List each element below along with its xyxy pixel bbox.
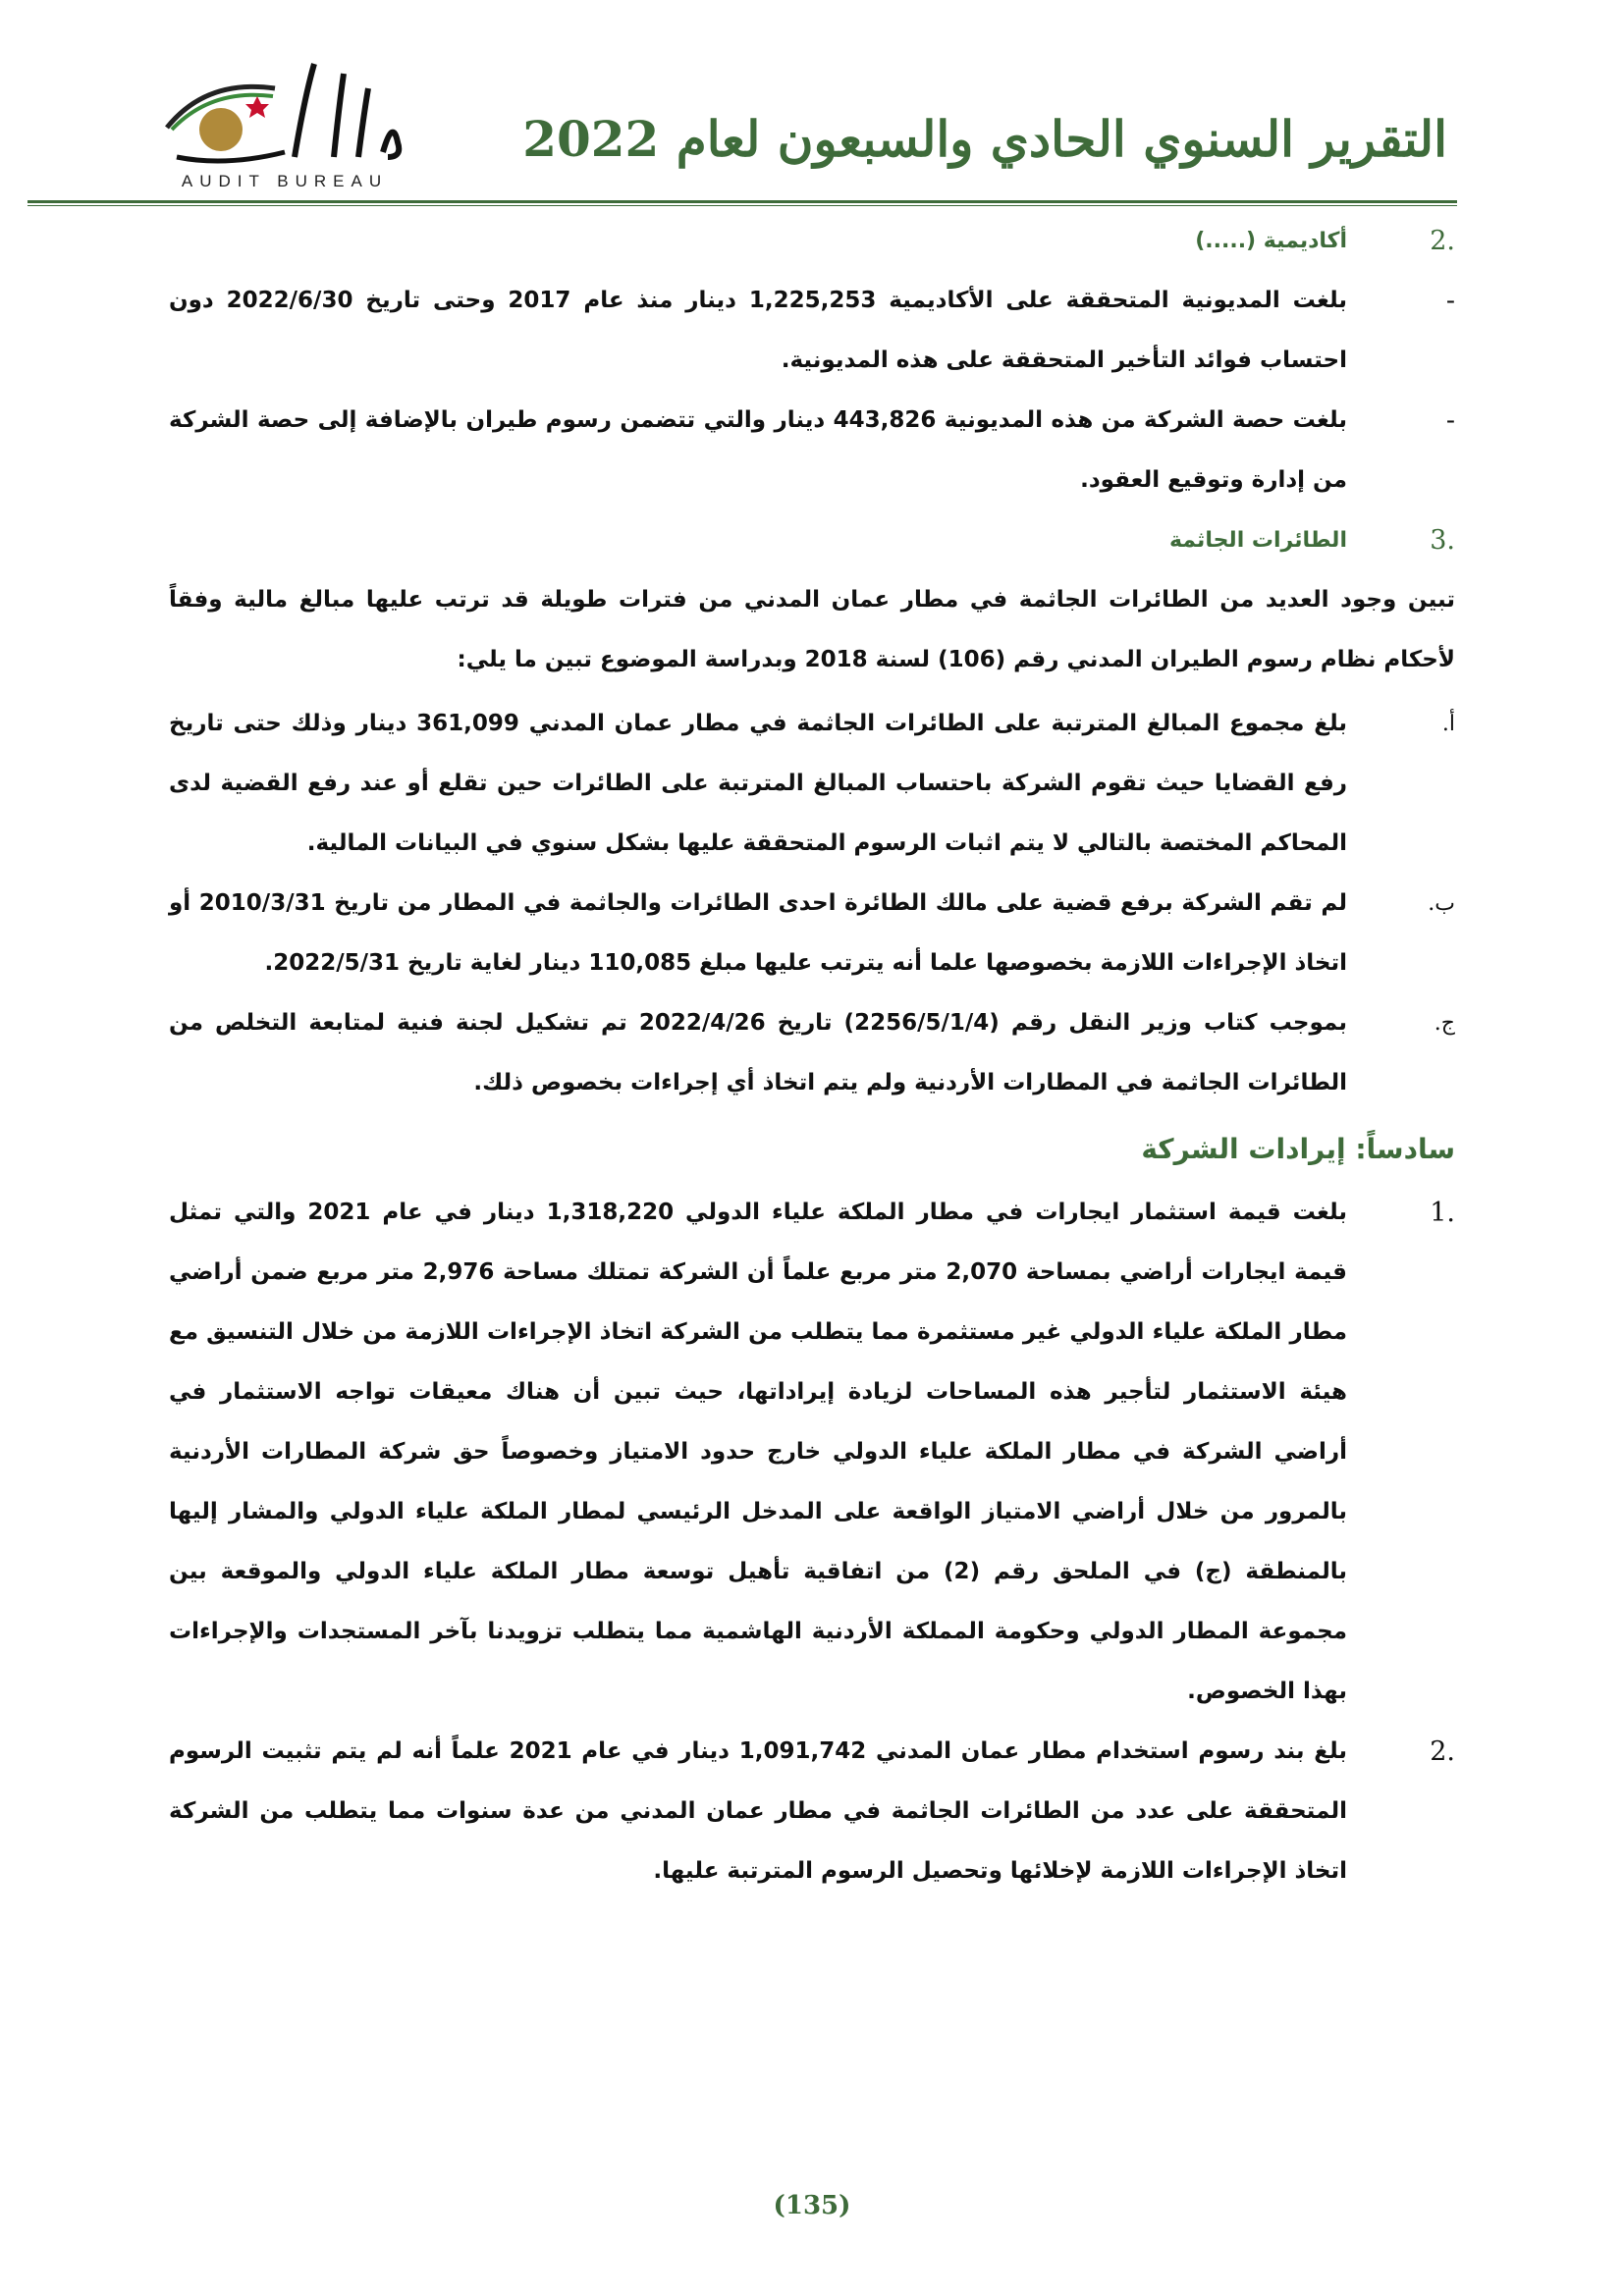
logo-emblem-icon — [147, 59, 422, 167]
item-letter: ج. — [1434, 1011, 1455, 1036]
section-title: الطائرات الجاثمة — [1168, 528, 1347, 553]
section-6-heading: سادساً: إيرادات الشركة — [1141, 1133, 1455, 1165]
bullet-text: بلغت حصة الشركة من هذه المديونية 443,826 دينار والتي تتضمن رسوم طيران بالإضافة إلى حصة الشركة من إدارة وتوقيع العقود. — [169, 407, 1347, 493]
item-number: .2 — [1430, 1736, 1455, 1767]
section-number: .2 — [1430, 226, 1455, 256]
section-number: .3 — [1430, 525, 1455, 556]
section-2-heading — [169, 211, 1455, 271]
section-3-intro: تبين وجود العديد من الطائرات الجاثمة في مطار عمان المدني من فترات طويلة قد ترتب عليها مبالغ مالية وفقاً لأحكام نظام رسوم الطيران المدني رقم (106) لسنة 2018 وبدراسة الموضوع تبين ما يلي: — [169, 587, 1455, 672]
item-text: بموجب كتاب وزير النقل رقم (2256/5/1/4) تاريخ 2022/4/26 تم تشكيل لجنة فنية لمتابعة التخلص من الطائرات الجاثمة في المطارات الأردنية ولم يتم اتخاذ أي إجراءات بخصوص ذلك. — [169, 1010, 1347, 1095]
item-text: لم تقم الشركة برفع قضية على مالك الطائرة احدى الطائرات والجاثمة في المطار من تاريخ 2010/3/31 أو اتخاذ الإجراءات اللازمة بخصوصها علما أنه يترتب عليها مبلغ 110,085 دينار لغاية تاريخ 2022/5/31. — [169, 890, 1348, 976]
lettered-item — [169, 874, 1455, 993]
bullet-mark: - — [1445, 405, 1455, 436]
logo-text: AUDIT BUREAU — [181, 172, 389, 190]
section-3-heading — [169, 510, 1455, 570]
page-number: (135) — [773, 2191, 851, 2220]
header-divider-thin — [27, 205, 1457, 206]
lettered-item — [169, 993, 1455, 1113]
section-title: أكاديمية (.....) — [1195, 229, 1347, 253]
item-text: بلغ بند رسوم استخدام مطار عمان المدني 1,091,742 دينار في عام 2021 علماً أنه لم يتم تثبيت الرسوم المتحققة على عدد من الطائرات الجاثمة في مطار عمان المدني من عدة سنوات مما يتطلب من الشركة اتخاذ الإجراءات اللازمة لإخلائها وتحصيل الرسوم المترتبة عليها. — [169, 1738, 1347, 1884]
report-title: التقرير السنوي الحادي والسبعون لعام 2022 — [522, 110, 1447, 168]
lettered-item — [169, 694, 1455, 874]
item-letter: ب. — [1428, 891, 1455, 916]
item-text: بلغت قيمة استثمار ايجارات في مطار الملكة علياء الدولي 1,318,220 دينار في عام 2021 والتي تمثل قيمة ايجارات أراضي بمساحة 2,070 متر مربع علماً أن الشركة تمتلك مساحة 2,976 متر مربع ضمن أراضي مطار الملكة علياء الدولي غير مستثمرة مما يتطلب من الشركة اتخاذ الإجراءات اللازمة من خلال التنسيق مع هيئة الاستثمار لتأجير هذه المساحات لزيادة إيراداتها، حيث تبين أن هناك معيقات تواجه الاستثمار في أراضي الشركة في مطار الملكة علياء الدولي خارج حدود الامتياز وخصوصاً حق شركة المطارات الأردنية بالمرور من خلال أراضي الامتياز الواقعة على المدخل الرئيسي لمطار الملكة علياء الدولي والمشار إليها بالمنطقة (ج) في الملحق رقم (2) من اتفاقية تأهيل توسعة مطار الملكة علياء الدولي والموقعة بين مجموعة المطار الدولي وحكومة المملكة الأردنية الهاشمية مما يتطلب تزويدنا بآخر المستجدات والإجراءات بهذا الخصوص. — [169, 1200, 1348, 1704]
item-number: .1 — [1430, 1198, 1455, 1228]
numbered-item — [169, 1722, 1455, 1901]
bullet-text: بلغت المديونية المتحققة على الأكاديمية 1,225,253 دينار منذ عام 2017 وحتى تاريخ 2022/6/30 دون احتساب فوائد التأخير المتحققة على هذه المديونية. — [169, 288, 1347, 373]
header-divider — [27, 200, 1457, 203]
item-letter: أ. — [1441, 712, 1455, 736]
numbered-item — [169, 1183, 1455, 1722]
audit-bureau-logo — [147, 59, 422, 191]
bullet-item — [169, 391, 1455, 510]
page-content — [169, 211, 1455, 1901]
item-text: بلغ مجموع المبالغ المترتبة على الطائرات الجاثمة في مطار عمان المدني 361,099 دينار وذلك حتى تاريخ رفع القضايا حيث تقوم الشركة باحتساب المبالغ المترتبة على الطائرات حين تقلع أو عند رفع القضية لدى المحاكم المختصة بالتالي لا يتم اثبات الرسوم المتحققة عليها بشكل سنوي في البيانات المالية. — [169, 711, 1347, 856]
bullet-item — [169, 271, 1455, 391]
bullet-mark: - — [1445, 286, 1455, 316]
